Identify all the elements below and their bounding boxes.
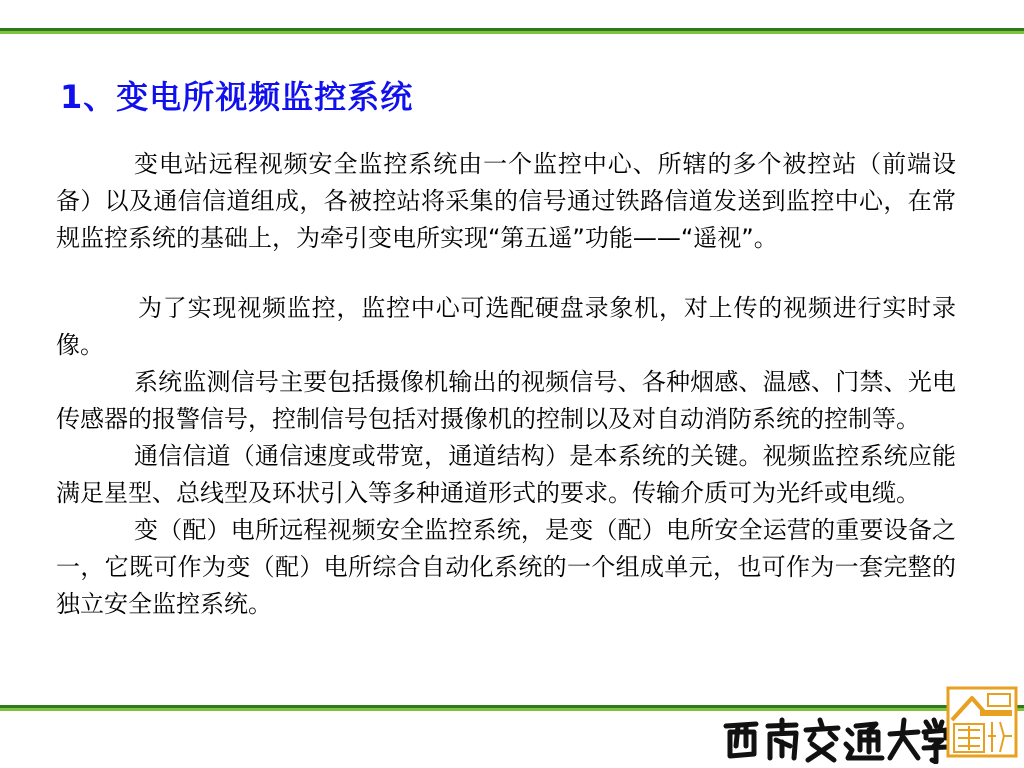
paragraph-role: 变（配）电所远程视频安全监控系统，是变（配）电所安全运营的重要设备之一，它既可作为变（配）电所综合自动化系统的一个组成单元，也可作为一套完整的独立安全监控系统。 bbox=[56, 516, 956, 618]
top-divider bbox=[0, 28, 1024, 34]
paragraph-overview: 变电站远程视频安全监控系统由一个监控中心、所辖的多个被控站（前端设备）以及通信信道组成，各被控站将采集的信号通过铁路信道发送到监控中心，在常规监控系统的基础上，为牵引变电所实现“第五遥”功能——“遥视”。 bbox=[56, 150, 956, 252]
paragraph-recording: 为了实现视频监控，监控中心可选配硬盘录象机，对上传的视频进行实时录像。 bbox=[56, 294, 956, 359]
paragraph-channel: 通信信道（通信速度或带宽，通道结构）是本系统的关键。视频监控系统应能满足星型、总线型及环状引入等多种通道形式的要求。传输介质可为光纤或电缆。 bbox=[56, 442, 956, 507]
paragraph-signals: 系统监测信号主要包括摄像机输出的视频信号、各种烟感、温感、门禁、光电传感器的报警信号，控制信号包括对摄像机的控制以及对自动消防系统的控制等。 bbox=[56, 368, 956, 433]
bottom-divider bbox=[0, 705, 1024, 711]
slide-body bbox=[56, 146, 956, 623]
slide-title: 1、变电所视频监控系统 bbox=[60, 78, 414, 116]
university-emblem-logo bbox=[946, 686, 1018, 758]
university-wordmark-logo bbox=[720, 716, 950, 764]
